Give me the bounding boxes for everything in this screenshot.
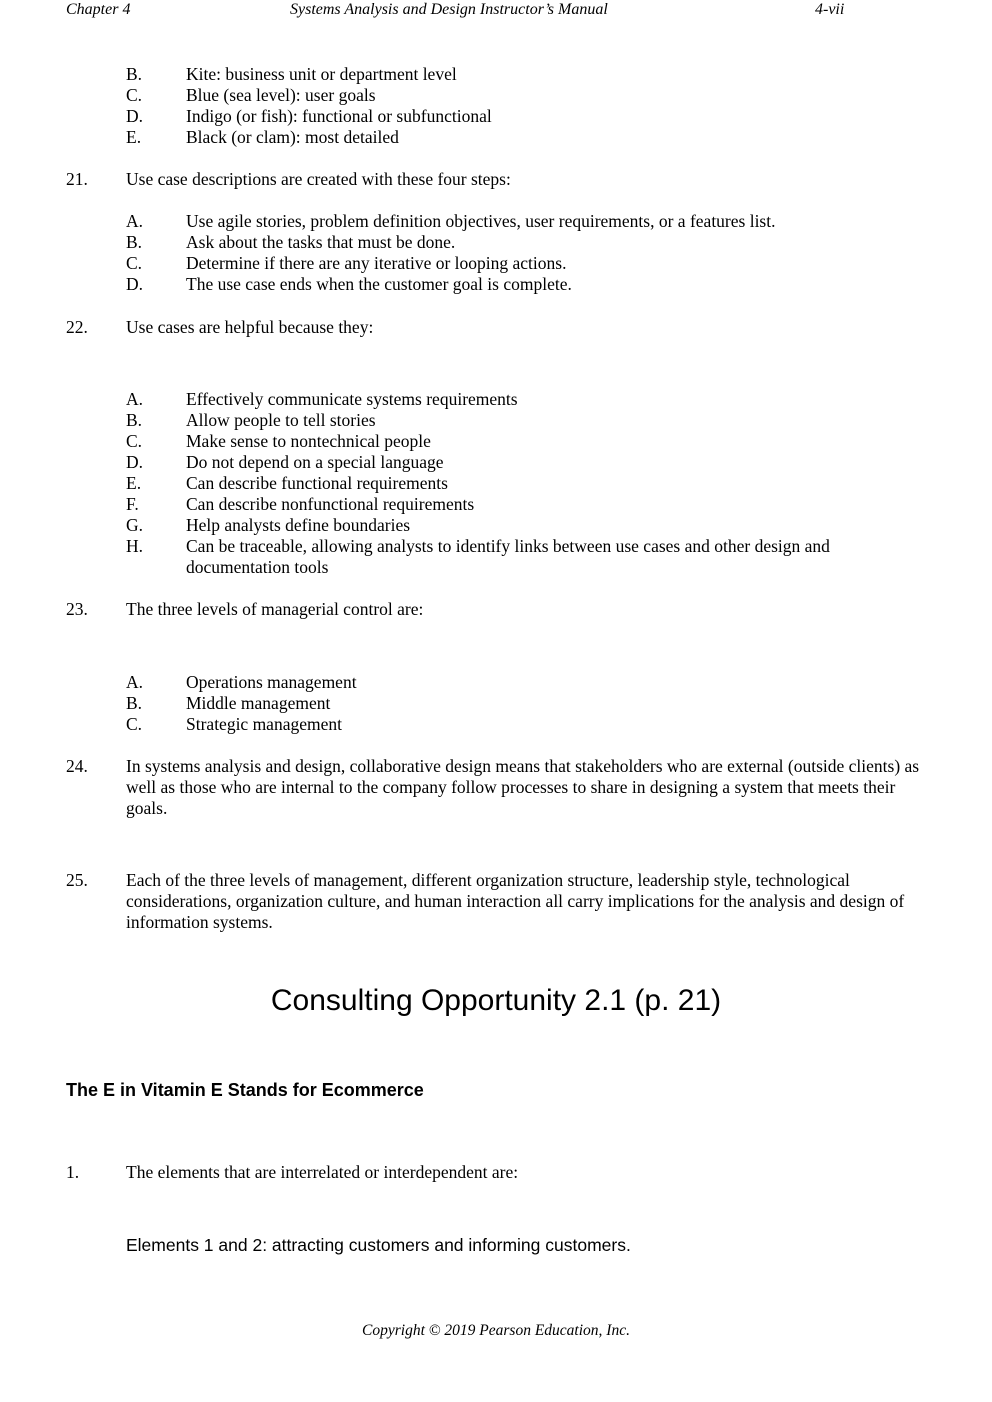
page-footer: Copyright © 2019 Pearson Education, Inc. [362,1322,630,1339]
list-item [126,515,936,536]
question-21 [66,169,936,190]
item-text: Ask about the tasks that must be done. [186,232,456,252]
list-item [126,127,936,148]
list-item [126,410,936,431]
item-text: Can be traceable, allowing analysts to identify links between use cases and other design and documentation tools [186,536,830,577]
consulting-answer-1: Elements 1 and 2: attracting customers and informing customers. [126,1235,631,1255]
list-item [126,452,936,473]
item-letter: A. [126,211,144,231]
list-item [126,211,936,232]
item-text: Help analysts define boundaries [186,515,411,535]
item-letter: B. [126,410,143,430]
item-text: Middle management [186,693,331,713]
list-item [126,85,936,106]
page-header [0,1,992,21]
item-letter: B. [126,232,143,252]
question-number: 22. [66,317,88,337]
item-letter: C. [126,431,143,451]
item-text: Determine if there are any iterative or looping actions. [186,253,567,273]
list-item [126,64,936,85]
item-text: Do not depend on a special language [186,452,444,472]
item-letter: B. [126,64,143,84]
consulting-question-1 [66,1162,936,1183]
item-letter: C. [126,253,143,273]
question-text: Each of the three levels of management, different organization structure, leadership style, technological considerations, organization culture, and human interaction all carry implications for the analysis and design of information systems. [126,870,905,932]
item-letter: C. [126,85,143,105]
list-item [126,389,936,410]
header-page-number: 4-vii [815,1,845,18]
item-text: Indigo (or fish): functional or subfunctional [186,106,492,126]
list-item [126,232,936,253]
item-letter: F. [126,494,139,514]
item-text: The use case ends when the customer goal is complete. [186,274,572,294]
item-letter: C. [126,714,143,734]
list-item [126,274,936,295]
list-item [126,672,936,693]
question-number: 21. [66,169,88,189]
item-text: Can describe nonfunctional requirements [186,494,475,514]
item-letter: D. [126,452,144,472]
section-subtitle: The E in Vitamin E Stands for Ecommerce [66,1080,424,1100]
list-item [126,494,936,515]
item-letter: D. [126,106,144,126]
q23-list [66,672,936,735]
question-text: In systems analysis and design, collaborative design means that stakeholders who are external (outside clients) as well as those who are internal to the company follow processes to share in designing a system that meets their goals. [126,756,920,818]
q20-continued-list [66,64,936,148]
header-title: Systems Analysis and Design Instructor’s Manual [290,1,608,18]
item-text: Kite: business unit or department level [186,64,457,84]
list-item [126,714,936,735]
list-item [126,473,936,494]
question-number: 23. [66,599,88,619]
list-item [126,693,936,714]
document-body [66,64,936,933]
item-letter: A. [126,389,144,409]
item-text: Operations management [186,672,357,692]
item-letter: E. [126,473,142,493]
item-text: Blue (sea level): user goals [186,85,376,105]
item-letter: D. [126,274,144,294]
item-text: Black (or clam): most detailed [186,127,399,147]
list-item [126,253,936,274]
question-25 [66,870,936,933]
question-22 [66,317,936,338]
item-letter: H. [126,536,144,556]
question-23 [66,599,936,620]
question-text: The three levels of managerial control are: [126,599,424,619]
question-number: 1. [66,1162,80,1182]
question-number: 24. [66,756,88,776]
item-text: Make sense to nontechnical people [186,431,431,451]
q22-list [66,389,936,578]
item-text: Allow people to tell stories [186,410,376,430]
item-letter: E. [126,127,142,147]
list-item [126,106,936,127]
question-24 [66,756,936,819]
item-letter: A. [126,672,144,692]
question-number: 25. [66,870,88,890]
item-letter: B. [126,693,143,713]
list-item [126,431,936,452]
question-text: Use cases are helpful because they: [126,317,374,337]
item-text: Strategic management [186,714,342,734]
item-text: Use agile stories, problem definition objectives, user requirements, or a features list. [186,211,776,231]
header-chapter: Chapter 4 [66,1,131,18]
q21-list [66,211,936,295]
list-item [126,536,936,578]
item-letter: G. [126,515,144,535]
question-text: Use case descriptions are created with these four steps: [126,169,511,189]
item-text: Can describe functional requirements [186,473,448,493]
question-text: The elements that are interrelated or interdependent are: [126,1162,519,1182]
item-text: Effectively communicate systems requirements [186,389,518,409]
section-title: Consulting Opportunity 2.1 (p. 21) [270,984,722,1017]
